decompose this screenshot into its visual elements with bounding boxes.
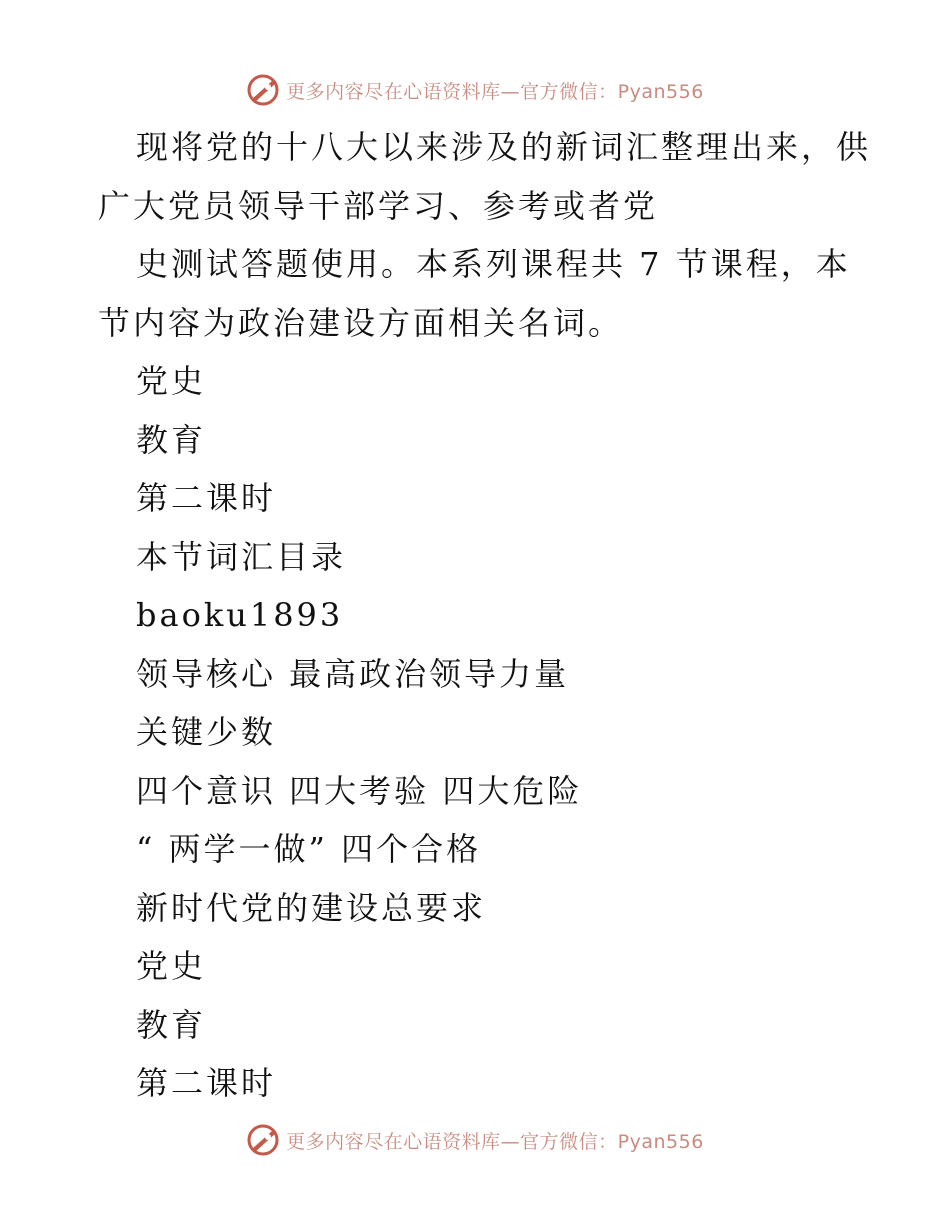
list-item: 教育 <box>136 1005 207 1044</box>
pen-logo-icon <box>246 73 280 107</box>
paragraph-line: 现将党的十八大以来涉及的新词汇整理出来，供 <box>136 128 872 166</box>
watermark-text: 更多内容尽在心语资料库—官方微信：Pyan556 <box>286 1130 704 1153</box>
list-item: 第二课时 <box>136 1064 277 1102</box>
list-item: 四个意识 四大考验 四大危险 <box>136 771 583 810</box>
header-watermark <box>0 70 950 110</box>
list-item: 第二课时 <box>136 479 277 517</box>
paragraph-line: 节内容为政治建设方面相关名词。 <box>98 303 624 342</box>
pen-logo-icon <box>246 1123 280 1157</box>
list-item: 本节词汇目录 <box>136 537 347 576</box>
list-item: 党史 <box>136 362 207 400</box>
list-item: 关键少数 <box>136 713 277 751</box>
watermark-group <box>246 73 704 107</box>
list-item: 党史 <box>136 947 207 985</box>
paragraph-line: 广大党员领导干部学习、参考或者党 <box>98 186 659 225</box>
footer-watermark <box>0 1120 950 1160</box>
watermark-group <box>246 1123 704 1157</box>
watermark-text: 更多内容尽在心语资料库—官方微信：Pyan556 <box>286 80 704 103</box>
list-item: 新时代党的建设总要求 <box>136 888 487 927</box>
list-item: “ 两学一做” 四个合格 <box>136 830 482 868</box>
paragraph-line: 史测试答题使用。本系列课程共 7 节课程，本 <box>136 245 851 283</box>
list-item: 教育 <box>136 420 207 459</box>
list-item: 领导核心 最高政治领导力量 <box>136 654 570 693</box>
list-item: baoku1893 <box>136 596 344 634</box>
document-body <box>98 118 872 1113</box>
